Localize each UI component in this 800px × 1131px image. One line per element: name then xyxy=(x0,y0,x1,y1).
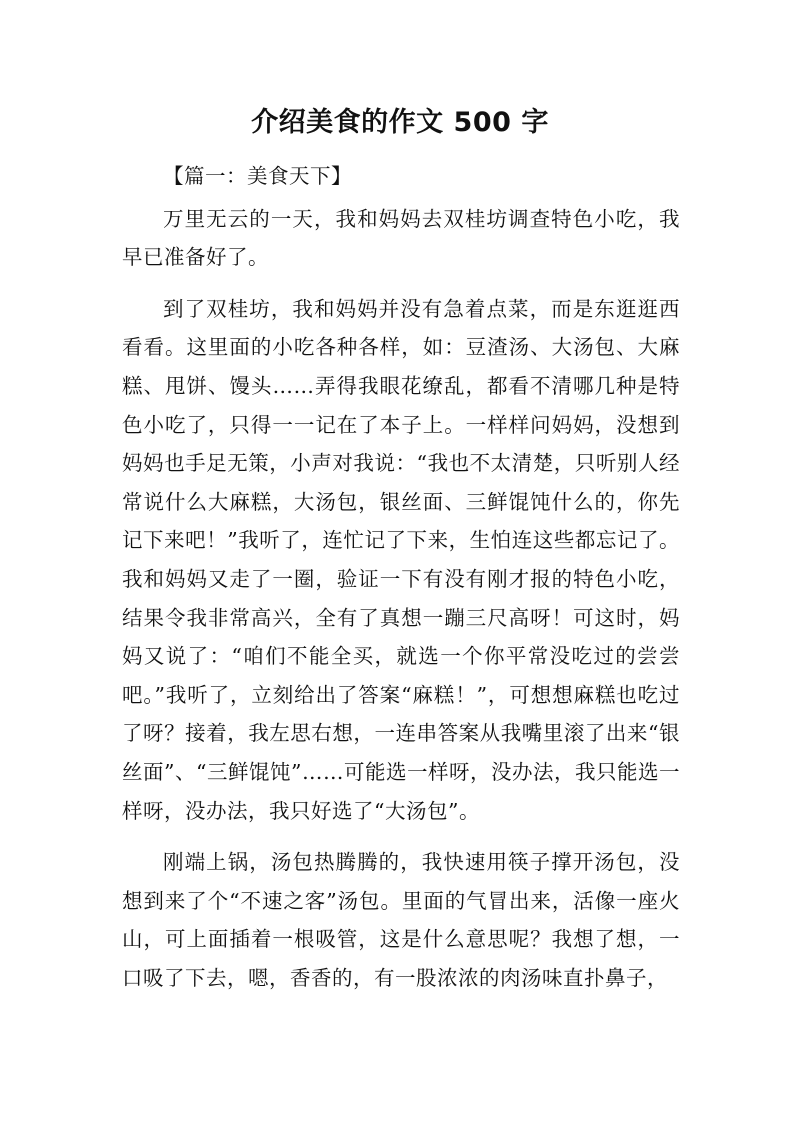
document-title: 介绍美食的作文 500 字 xyxy=(251,107,549,138)
section-heading: 【篇一：美食天下】 xyxy=(163,164,352,188)
paragraph: 刚端上锅，汤包热腾腾的，我快速用筷子撑开汤包，没想到来了个“不速之客”汤包。里面的气冒出来，活像一座火山，可上面插着一根吸管，这是什么意思呢？我想了想，一口吸了下去，嗯，香香的，有一股浓浓的肉汤味直扑鼻子， xyxy=(122,850,680,990)
document-body xyxy=(122,157,680,1010)
paragraph: 万里无云的一天，我和妈妈去双桂坊调查特色小吃，我早已准备好了。 xyxy=(122,206,680,270)
paragraph: 到了双桂坊，我和妈妈并没有急着点菜，而是东逛逛西看看。这里面的小吃各种各样，如：豆渣汤、大汤包、大麻糕、甩饼、馒头……弄得我眼花缭乱，都看不清哪几种是特色小吃了，只得一一记在了本子上。一样样问妈妈，没想到妈妈也手足无策，小声对我说：“我也不太清楚，只听别人经常说什么大麻糕，大汤包，银丝面、三鲜馄饨什么的，你先记下来吧！”我听了，连忙记了下来，生怕连这些都忘记了。我和妈妈又走了一圈，验证一下有没有刚才报的特色小吃，结果令我非常高兴，全有了真想一蹦三尺高呀！可这时，妈妈又说了：“咱们不能全买，就选一个你平常没吃过的尝尝吧。”我听了，立刻给出了答案“麻糕！”，可想想麻糕也吃过了呀？接着，我左思右想，一连串答案从我嘴里滚了出来“银丝面”、“三鲜馄饨”……可能选一样呀，没办法，我只能选一样呀，没办法，我只好选了“大汤包”。 xyxy=(122,296,680,823)
